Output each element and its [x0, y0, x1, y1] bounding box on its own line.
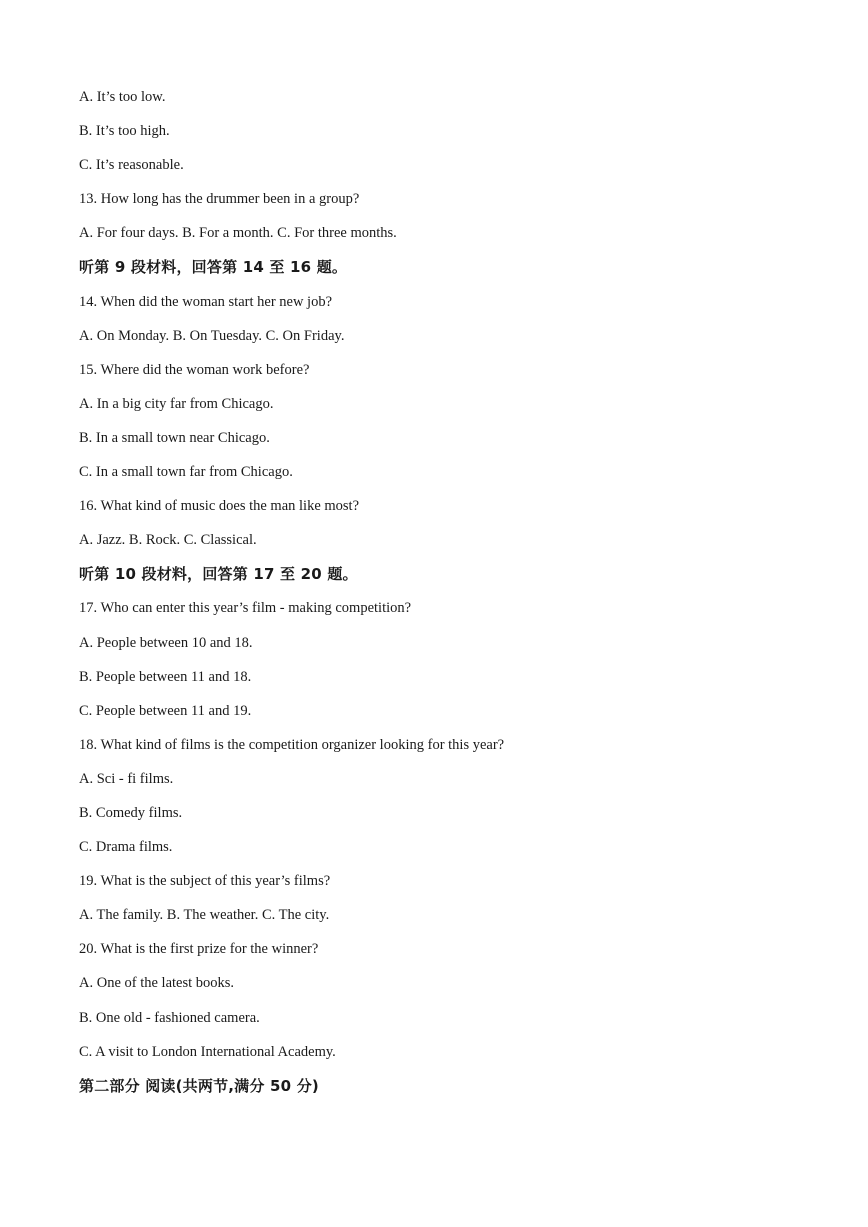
text-line: A. It’s too low. [79, 89, 166, 105]
text-line: 13. How long has the drummer been in a group? [79, 191, 360, 208]
text-line: C. Drama films. [79, 839, 173, 856]
text-line: 19. What is the subject of this year’s films? [79, 873, 331, 890]
text-line: B. Comedy films. [79, 804, 183, 821]
text-line: B. People between 11 and 18. [79, 668, 252, 685]
text-line: 18. What kind of films is the competition organizer looking for this year? [79, 736, 505, 753]
text-line: B. It’s too high. [79, 123, 170, 140]
text-line: A. Jazz. B. Rock. C. Classical. [79, 532, 257, 549]
text-line: A. For four days. B. For a month. C. For three months. [79, 225, 397, 242]
text-line: A. People between 10 and 18. [79, 634, 253, 651]
page-content [79, 85, 799, 1108]
text-line: A. One of the latest books. [79, 975, 235, 992]
text-line: C. People between 11 and 19. [79, 702, 252, 719]
text-line: 20. What is the first prize for the winner? [79, 941, 319, 958]
text-line: A. Sci - fi films. [79, 770, 174, 787]
text-line: 17. Who can enter this year’s film - making competition? [79, 600, 412, 617]
text-line: B. One old - fashioned camera. [79, 1009, 260, 1026]
text-line: A. The family. B. The weather. C. The city. [79, 907, 330, 924]
text-line: C. It’s reasonable. [79, 157, 184, 174]
text-line: A. In a big city far from Chicago. [79, 395, 274, 412]
section-heading: 听第 9 段材料，回答第 14 至 16 题。 [79, 258, 348, 277]
text-line: 14. When did the woman start her new job? [79, 293, 333, 310]
text-line: B. In a small town near Chicago. [79, 429, 270, 446]
text-line: A. On Monday. B. On Tuesday. C. On Friday. [79, 327, 345, 344]
text-line: 16. What kind of music does the man like most? [79, 498, 360, 515]
text-line: C. In a small town far from Chicago. [79, 464, 293, 481]
section-heading: 听第 10 段材料，回答第 17 至 20 题。 [79, 565, 358, 584]
section-heading: 第二部分 阅读(共两节,满分 50 分) [79, 1076, 319, 1095]
text-line: C. A visit to London International Academy. [79, 1043, 336, 1060]
text-line: 15. Where did the woman work before? [79, 361, 310, 378]
